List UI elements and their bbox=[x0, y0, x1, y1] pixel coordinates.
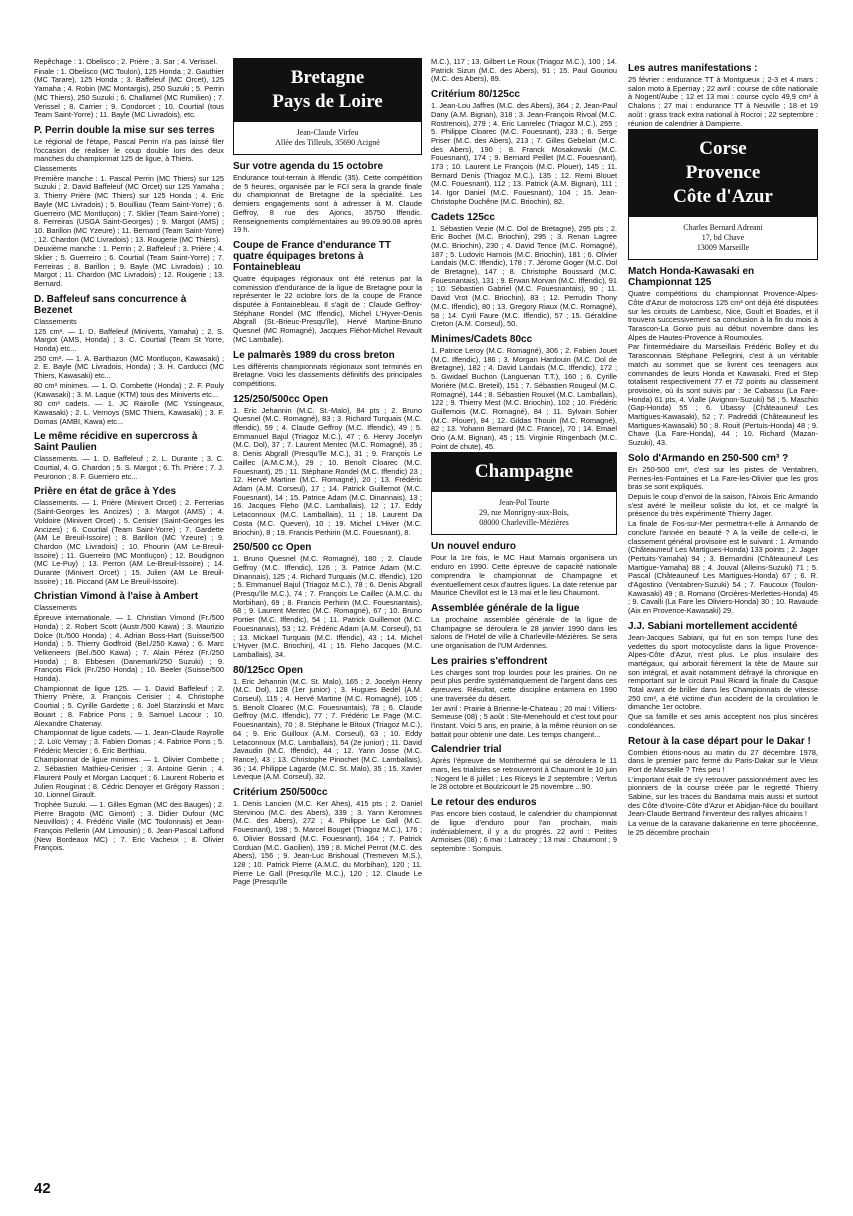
article-paragraph: En 250-500 cm³, c'est sur les pistes de Ventabren, Pernes-les-Fontaines et La Fare-les-Olivier que les gros bras se sont expliqués. bbox=[628, 464, 818, 492]
article-heading: Un nouvel enduro bbox=[431, 541, 516, 553]
article-heading: Retour à la case départ pour le Dakar ! bbox=[628, 735, 811, 747]
article-heading: 125/250/500cc Open bbox=[233, 393, 329, 405]
region-title-box bbox=[628, 129, 818, 217]
article-heading: D. Baffeleuf sans concurrence à Bezenet bbox=[34, 293, 187, 316]
article-paragraph: Par l'intermédiaire du Marseillais Frédéric Bolley et du Tarasconnais Stéphane Pellegrini, c'est à un véritable match au sommet que se livrent ces teenagers aux commandes de leurs Honda et Kawasaki. Fred et Step totalisent respectivement 77 et 72 points au classement provisoire, où ils sont suivis par : 3e Cabassu (La Fare-Honda) 61 pts, 4. Vialle (Avignon-Suzuki) 58 ; 5. Maschio (Gap-Honda) 55 ; 6. Ubassy (Châteauneuf Les Martigues-Kawasaki), 52 ; 7. Padreddi (Châteauneuf les Martigues-Kawasaki) 50 ; 8. Rouit (Pertuis-Honda) 48 ; 9. Chave (La Fare-Honda), 44 ; 10. Richard (Mazan-Suzuki), 43. bbox=[628, 342, 818, 448]
address-line: Allée des Tilleuls, 35690 Acigné bbox=[275, 138, 380, 147]
article-paragraph: 1. Eric Jehannin (M.C. St.-Malo), 84 pts ; 2. Bruno Quesnel (M.C. Romagné), 83 ; 3. Richard Turquais (M.C. Iffendic), 59 ; 4. Claude Geffroy (M.C. Iffendic), 49 ; 5. Emmanuel Bajul (Triagoz M.C.), 47 ; 6. Henry Jocelyn (M.C. Dol), 37 ; 7. Laurent Mentec (M.C. Romagné), 35 ; 8. Denis Abgrall (Presqu'île M.C.), 31 ; 9. François Le Caillec (A.M.C.M.), 29 ; 10. Benoît Cloarec (M.C. Fouesnant), 25 ; 11. Stéphane Rondel (M.C. Iffendic) 23 ; 12. Hervé Martine (M.C. Romagné), 20 ; 13. Frédéric Adam (A.M. Corseul), 17 ; 14. Patrick Guillemot (M.C. Fouesnant), 14 ; 15. Patrice Adam (M.C. Dinannais), 13 ; 16. Jacques Fleho (M.C. Lamballais), 12 ; 17. Eddy Letaconnoux (M.C. Lamballais), 11 ; 18. Laurent Da Costa (M.C. Queven), 10 ; 19. Michel L'Hiver (M.C. Briochin), 8 ; 19. Francis Perhirin (M.C. Fouesnant), 8. bbox=[233, 405, 422, 537]
article-heading: Sur votre agenda du 15 octobre bbox=[233, 161, 384, 172]
region-title-box bbox=[431, 452, 617, 492]
article-heading: Christian Vimond à l'aise à Ambert bbox=[34, 591, 199, 603]
article-paragraph: Depuis le coup d'envoi de la saison, l'Aixois Eric Armando s'est avéré le meilleur soliste du lot, et ce malgré la présence du très expérimenté Thierry Jager. bbox=[628, 491, 818, 519]
article-paragraph: L'important était de s'y retrouver passionnément avec les pionniers de la course créée par le regretté Thierry Sabine, sur les traces du Bandama mais aussi et surtout des Côte d'Ivoire-Côte d'Azur et Abidjan-Nice du bouillant Jean-Claude Bertrand l'inventeur des rallyes africains ! bbox=[628, 774, 818, 819]
article-heading: Assemblée générale de la ligue bbox=[431, 602, 580, 614]
article-paragraph: 1er avril : Prairie à Brienne-le-Chateau ; 20 mai : Villiers-Semeuse (08) ; 5 août : Ste-Menehould et c'est tout pour l'instant. Voici 5 ans, en prairie, à la même réunion on se battait pour obtenir une date. Les temps changent... bbox=[431, 703, 617, 739]
article-paragraph: 1. Sébastien Vezie (M.C. Dol de Bretagne), 295 pts ; 2. Eric Bochet (M.C. Briochin), 295 ; 3. Renan Lagree (M.C. Briochin), 230 ; 4. David Tence (M.C. Romagné), 187 ; 5. Ludovic Harnois (M.C. Briochin), 181 ; 6. Olivier Landais (M.C. Iffendic), 178 ; 7. Jérome Goger (M.C. Dol de Bretagne), 147 ; 8. Christophe Boussard (M.C. Fouesnantais), 131 ; 9. Erwan Morvan (M.C. Iffendic), 91 ; 10. Sébastien Gabriel (M.C. Fouesnantais), 90 ; 11. David Vrot (M.C. Briochin), 83 ; 12. Perrudin Thony (M.C. Iffendic), 80 ; 13. Gregory Riaux (M.C. Romagné), 58 ; 14. Cyril Faure (M.C. Iffendic), 57 ; 15. Géraldine Creton (A.M. Corseul), 50. bbox=[431, 223, 617, 329]
article-paragraph: 125 cm³. — 1. D. Baffeleuf (Miniverts, Yamaha) ; 2. S. Margot (AMS, Honda) ; 3. C. Courtial (Team St Yorre, Honda) etc... bbox=[34, 326, 224, 353]
address-line: Charles Bernard Adreani bbox=[683, 223, 763, 233]
article-heading: Le retour des enduros bbox=[431, 797, 537, 809]
article-heading: Les prairies s'effondrent bbox=[431, 655, 548, 667]
article-paragraph: Première manche : 1. Pascal Perrin (MC Thiers) sur 125 Suzuki ; 2. David Baffeleuf (MC Orcet) sur 125 Yamaha ; 3. Thierry Prière (MC Thiers) sur 125 Honda ; 4. Eric Bayle (MC Livradois) ; 5. Bouilliau (Team Saint-Yorre) ; 6. Guerreiro (MC Montluçon) ; 7. Sklier (Team Saint-Yorre) ; 8. Ferreiras (USGA Saint-Georges) ; 9. Margot (AMS) ; 10. Barillon (MC Yzeure) ; 11. Bernard (Team Saint-Yorre) ; 12. Chardon (MC Livradois) ; 13. Rougerie (MC Thiers). bbox=[34, 173, 224, 244]
column-1 bbox=[34, 58, 224, 854]
region-title-line: Bretagne bbox=[290, 67, 365, 88]
article-paragraph: Deuxième manche : 1. Perrin ; 2. Baffeleuf ; 3. Prière ; 4. Sklier ; 5. Guerreiro ; 6. Courtial (Team Saint-Yorre) ; 7. Ferreiras ; 8. Barillon ; 9. Bayle (MC Livradois) ; 10. Margot ; 11. Chardon (MC Livradois) ; 12. Rougerie ; 13. Bernard. bbox=[34, 244, 224, 289]
region-title-line: Côte d'Azur bbox=[673, 186, 773, 208]
article-paragraph: Classements bbox=[34, 164, 77, 174]
article-paragraph: 80 cm³ cadets. — 1. JC Rairolle (MC Yssingeaux, Kawasaki) ; 2. L. Vernoys (SMC Thiers, Kawasaki) ; 3. F. Domas (AMBI, Kawa) etc... bbox=[34, 399, 224, 426]
article-paragraph: Quatre équipages régionaux ont été retenus par la commission d'endurance de la ligue de Bretagne pour la représenter le 22 octobre lors de la coupe de France disputée à Fontainebleau. Il s'agit de : Claude Geffroy-Stéphane Rondel (MC Iffendic), Michel L'Hyver-Denis Abgrall (St.-Brieuc-Presqu'île), Hervé Martine-Bruno Quesnel (MC Romagné), Jacques Fléhot-Michel Revault (MC Lamballe). bbox=[233, 273, 422, 344]
article-heading: P. Perrin double la mise sur ses terres bbox=[34, 124, 215, 136]
article-heading: Les autres manifestations : bbox=[628, 63, 758, 74]
article-paragraph: Combien étions-nous au matin du 27 décembre 1978, dans le premier parc fermé du Paris-Dakar sur le Vieux Port de Marseille ? Très peu ! bbox=[628, 747, 818, 774]
address-line: 13009 Marseille bbox=[696, 243, 750, 253]
article-paragraph: 25 février : endurance TT à Montgueux ; 2-3 et 4 mars : salon moto à Epernay ; 22 avril : course de côte nationale à Nogent/Aube ; 12 et 13 mai : course cyclo 49,9 cm³ à Chalons ; 27 mai : endurance TT à Neuville ; 18 et 19 août : grass track extra national à Rocroi ; 22 septembre : réunion de calendrier à Dampierre. bbox=[628, 75, 818, 128]
article-paragraph: Épreuve internationale. — 1. Christian Vimond (Fr./500 Honda) ; 2. Robert Scott (Austr./500 Kawa) ; 3. Maurizio Dolce (It./500 Honda) ; 4. Adrian Boss-Hart (Suisse/500 Honda) ; 5. Thierry Godfroid (Bel./250 Kawa) ; 6. Marc Velkeneers (Bel./500 Kawa) ; 7. Alain Pérez (Fr./250 Honda) ; 8. Ebbesen (Danemark/250 Suzuki) ; 9. François Flick (Fr./250 Honda) ; 10. Beeler (Suisse/500 Honda). bbox=[34, 613, 224, 684]
article-paragraph: Quatre compétitions du championnat Provence-Alpes-Côte d'Azur de motocross 125 cm³ ont déjà été disputées sur les circuits de Lambesc, Nice, Goult et Boades, et il trouvera successivement sa conclusion à la fin du mois à Tarascon-La Gonio puis au début novembre dans les Alpes de Hautes-Provence à Roumoules. bbox=[628, 289, 818, 342]
article-heading: Le même récidive en supercross à Saint Paulien bbox=[34, 431, 198, 454]
correspondent-address bbox=[431, 492, 617, 535]
article-heading: Critérium 250/500cc bbox=[233, 787, 328, 799]
address-line: Jean-Pol Tourte bbox=[498, 498, 550, 508]
article-paragraph: Championnat de ligue minimes. — 1. Olivier Combette ; 2. Sébastien Mathieu-Cerisier ; 3. Antoine Genin ; 4. Flaurent Pouly et Morgan Lacquet ; 6. Laurent Roberto et Julien Rouginat ; 8. Cédric Denoyer et Grégory Rasson ; 10. Lionnel Girault. bbox=[34, 755, 224, 800]
article-paragraph: 80 cm³ minimes. — 1. O. Combette (Honda) ; 2. F. Pouly (Kawasaki) ; 3. M. Laque (KTM) tous des Miniverts etc... bbox=[34, 380, 224, 399]
article-paragraph: Classements. — 1. Prière (Minivert Orcet) ; 2. Ferrerias (Saint-Georges les Ancizes) ; 3. Margot (AMS) ; 4. Voldoire (Minivert Orcet) ; 5. Cerisier (Saint-Georges les Ancizes) ; 6. Courtial (Team Saint-Yorre) ; 7. Gardette (AM Le Breuil-Issoire) ; 8. Barillon (MC Yzeure) ; 9. Chardon (MC Livradois) ; 10. Phourin (AM Le-Breuil-Issoire) ; 11. Guerreiro (MC Montluçon) ; 12. Boudignon (MC Le-Puy) ; 13. Perron (AM Le-Breuil-Issoire) ; 14. Durante (Minivert Orcet) ; 15. Julien (AM Le Breuil-Issoire) ; 16. Piccand (AM Le Breuil-Issoire). bbox=[34, 498, 224, 586]
article-paragraph: Classements bbox=[34, 603, 77, 613]
region-title-line: Provence bbox=[685, 162, 761, 184]
article-paragraph: 1. Denis Lancien (M.C. Ker Ahes), 415 pts ; 2. Daniel Stervinou (M.C. des Abers), 339 ; 3. Yann Keromnes (M.C. des Abers), 272 ; 4. Philippe Le Gall (M.C. Fouesnant), 198 ; 5. Marcel Bouget (Triagoz M.C.), 176 ; 6. Olivier Bossard (M.C. Fouesnant), 164 ; 7. Patrick Corduan (M.C. Gacilien), 159 ; 8. Michel Perrot (M.C. des Abers), 156 ; 9. Jean-Luc Brishoual (Tremeven M.S.), 128 ; 10. Patrick Pierre (A.M.C. du Morbihan), 120 ; 11. Pierre Le Gall (Presqu'île M.C.), 120 ; 12. Claude Le Page (Presqu'île bbox=[233, 799, 422, 887]
correspondent-address bbox=[233, 122, 422, 155]
article-heading: Coupe de France d'endurance TT quatre équipages bretons à Fontainebleau bbox=[233, 239, 391, 273]
article-paragraph: 1. Patrice Leroy (M.C. Romagné), 306 ; 2. Fabien Jouet (M.C. Iffendic), 186 ; 3. Morgan Hardouin (M.C. Dol de Bretagne), 182 ; 4. David Landais (M.C. Iffendic), 172 ; 5. Gwidael Buchon (Languenan T.T.), 160 ; 6. Cyrille Morière (M.C. Breteil), 151 ; 7. Sébastien Rougeul (M.C. Romagné), 144 ; 8. Sébastien Rouxel (M.C. Lamballais), 122 ; 9. Thierry Mest (M.C. Briochin), 102 ; 10. Frédéric Guillemois (M.C. Romagné), 84 ; 11. Sylvain Sohier (M.C. Plouer), 84 ; 12. Gildas Thouin (M.C. Romagné), 82 ; 13. Yohann Bernard (M.C. France), 70 ; 14. Emael Orio (A.M. Bignan), 45 ; 15. Virginie Ringenbach (M.C. Point de chute), 45. bbox=[431, 345, 617, 451]
article-heading: Prière en état de grâce à Ydes bbox=[34, 486, 177, 498]
article-heading: Match Honda-Kawasaki en Championnat 125 bbox=[628, 266, 755, 289]
region-title-box bbox=[233, 58, 422, 122]
article-paragraph: Endurance tout-terrain à Iffendic (35). Cette compétition de 5 heures, organisée par le FCI sera la grande finale du championnat de Bretagne de la spécialité. Les derniers engagements sont à adresser à M. Claude Geffroy, 8 rue des Ajoncs, 35750 Iffendic. Renseignements complémentaires au 99.09.90.08 après 19 h. bbox=[233, 173, 422, 235]
region-title-line: Pays de Loire bbox=[272, 91, 383, 112]
article-paragraph: Les charges sont trop lourdes pour les prairies. On ne peut plus perdre systématiquement de l'argent dans ces épreuves. Résultat, cette discipline entamera en 1990 une traversée du désert. bbox=[431, 667, 617, 703]
article-paragraph: Repêchage : 1. Obelisco ; 2. Prière ; 3. Sar ; 4. Verissel. bbox=[34, 58, 218, 66]
article-paragraph: Championnat de ligue 125. — 1. David Baffeleuf ; 2. Thierry Prière, 3. François Cerisier ; 4. Christophe Courtial ; 5. Cyrille Gardette ; 6. Joël Starzinski et Marc Bouart ; 8. Fabrice Pons ; 9. Samuel Lacour ; 10. Alexandre Chatenay. bbox=[34, 683, 224, 728]
article-heading: Solo d'Armando en 250-500 cm³ ? bbox=[628, 452, 789, 464]
article-paragraph: Finale : 1. Obelisco (MC Toulon), 125 Honda ; 2. Gauthier (MC Tarare), 125 Honda ; 3. Baffeleuf (MC Orcet), 125 Yamaha ; 4. Robin (MC Montargis), 250 Suzuki ; 5. Perrin (MC Thiers), 250 Suzuki ; 6. Challamel (MC Rumilien) ; 7. Verissel ; 8. Carrier ; 9. Condorcet ; 10. Courtial (tous Team Saint-Yorre) ; 11. Bayle (MC Livradois), etc. bbox=[34, 66, 224, 120]
address-line: 29, rue Monrigny-aux-Bois, bbox=[479, 508, 569, 518]
article-paragraph: Les différents championnats régionaux sont terminés en Bretagne. Voici les classements définitifs des principales compétitions. bbox=[233, 361, 422, 388]
address-line: Jean-Claude Virfeu bbox=[296, 128, 359, 137]
article-paragraph: La prochaine assemblée générale de la ligue de Champagne se déroulera le 28 janvier 1990 dans les salons de l'Hotel de ville à Charleville-Mézières. Se sera une organisation de l'UM Ardennes. bbox=[431, 614, 617, 651]
article-heading: Calendrier trial bbox=[431, 744, 502, 756]
article-paragraph: Pas encore bien costaud, le calendrier du championnat de ligue d'enduro pour l'an prochain, mais indéniablement, il y a du progrès. 22 avril : Petites Armoises (08) ; 6 mai : Latracey ; 13 mai : Chaumont ; 9 septembre : Sompuis. bbox=[431, 809, 617, 853]
article-paragraph: Le régional de l'étape, Pascal Perrin n'a pas laissé filer l'occasion de réaliser le coup double lors des deux manches du championnat 125 de ligue, à Thiers. bbox=[34, 136, 224, 164]
article-heading: Critérium 80/125cc bbox=[431, 89, 520, 101]
region-title-line: Corse bbox=[699, 138, 747, 160]
address-line: 08000 Charleville-Mézières bbox=[479, 518, 569, 528]
article-paragraph: 1. Jean-Lou Jaffres (M.C. des Abers), 364 ; 2. Jean-Paul Dany (A.M. Bignan), 318 ; 3. Jean-François Rivoal (M.C. Rostrenois), 279 ; 4. Eric Lanrelec (Triagoz M.C.), 255 ; 5. Philippe Cloarec (M.C. Fouesnant), 233 ; 6. Serge Priser (M.C. des Abers), 213 ; 7. Gilles Gebelart (M.C. des Abers), 190 ; 8. Franck Mosakowski (M.C. Fouesnant), 174 ; 9. Bernard Peillet (M.C. Fouesnant), 173 ; 10. Laurent Le François (M.C. Plouer), 145 ; 11. Bernard Denis (Triagoz M.C.), 135 ; 12. Remi Blouet (M.C. Fouesnant), 112 ; 13. Patrick (A.M. Bignan), 111 ; 14. Igor Daniel (M.C. Fouesnant), 104 ; 15. Jean-Christophe Duchêne (M.C. Briochin), 82. bbox=[431, 101, 617, 206]
article-paragraph: La finale de Fos-sur-Mer permettra-t-elle à Armando de conclure l'année en beauté ? A la veille de celle-ci, le classement général provisoire est le suivant : 1. Armando (Châteauneuf Les Martigues-Honda) 133 points ; 2. Jager (Pertuits-Yamaha) 94 ; 3. Bernardini (Châteauneuf Les Martigue-Yamaha) 88 ; 4. Jouval (Alleins-Suzuki) 71 ; 5. Pascal (Châteauneuf Les Martigues-Honda) 67 ; 6. R. d'Agostino (Ventabren-Suzuki) 54 ; 7. Faucoux (Toulon-Kawasaki) 49 ; 8. Romano (Orcières-Merlettes-Honda) 45 ; 9. Cavalli (La Fare les Oliviers-Honda) 30 ; 10. Ravaude (Aix en Provence-Kawasaki) 29. bbox=[628, 519, 818, 616]
correspondent-address bbox=[628, 217, 818, 260]
article-heading: 250/500 cc Open bbox=[233, 542, 312, 554]
article-paragraph: Jean-Jacques Sabiani, qui fut en son temps l'une des vedettes du sport motocycliste dans la ligue Provence-Alpes-Côte d'Azur, n'est plus. Le plus insulaire des martégaux, qui arborait fièrement la tête de Maure sur son intégral, et avait notamment défrayé la chronique en remportant sur le circuit Paul Ricard la finale du Casque Total avant de briller dans les Championnats de vitesse 250 cm³, a été victime d'un accident de la circulation le dimanche 1er octobre. bbox=[628, 632, 818, 712]
article-paragraph: Trophée Suzuki. — 1. Gilles Egman (MC des Bauges) ; 2. Pierre Bragoto (MC Gimont) ; 3. Didier Dufour (MC Neuvillois) ; 4. Frédéric Vialle (MC Toulonnais) et Jean-François Pellerin (AM Limousin) ; 6. Jean-Pascal Laffond (New Bordeaux MC) ; 7. Eric Vacheux ; 8. Olivier François. bbox=[34, 799, 224, 853]
article-heading: 80/125cc Open bbox=[233, 664, 304, 676]
article-paragraph: 250 cm³. — 1. A. Barthazon (MC Montluçon, Kawasaki) ; 2. E. Bayle (MC Livradois, Honda) ; 3. H. Carducci (MC Thiers, Kawasaki) etc... bbox=[34, 353, 224, 381]
page-number: 42 bbox=[34, 1180, 51, 1197]
article-paragraph: Que sa famille et ses amis acceptent nos plus sincères condoléances. bbox=[628, 712, 818, 730]
region-title-line: Champagne bbox=[474, 461, 574, 483]
article-paragraph: 1. Bruno Quesnel (M.C. Romagné), 180 ; 2. Claude Geffroy (M.C. Iffendic), 126 ; 3. Patrice Adam (M.C. Dinannais), 125 ; 4. Richard Turquais (M.C. Iffendic), 120 ; 5. Emmanuel Bajul (Triagoz M.C.), 78 ; 6. Denis Abgrall (Presqu'île M.C.), 74 ; 7. François Le Caillec (A.M.C. du Morbihan), 69 ; 8. Francis Perhirin (M.C. Fouesnantais), 68 ; 9. Laurent Mentec (M.C. Romagné), 67 ; 10. Bruno Portier (M.C. Iffendic), 54 ; 11. Patrick Guillemot (M.C. Fouesnanais), 53 ; 12. Frédéric Adam (A.M. Corseul), 51 ; 13. Mickael Turquais (M.C. Iffendic), 43 ; 14. Michel L'Hyver (M.C. Briochin), 41 ; 15. Fleho Jacques (M.C. Lamballais), 34. bbox=[233, 554, 422, 659]
article-paragraph: Classements bbox=[34, 316, 77, 326]
column-4 bbox=[628, 58, 818, 839]
article-heading: Minimes/Cadets 80cc bbox=[431, 333, 533, 345]
column-2 bbox=[233, 58, 422, 888]
article-paragraph: Pour la 1re fois, le MC Haut Marnais organisera un enduro en 1990. Cette épreuve de capacité nationale comprendra le championnat de Champagne et éventuellement ceux d'autres ligues. La date retenue par Maurice Chevillot est le 13 mai et le lieu Chaumont. bbox=[431, 553, 617, 598]
article-paragraph: Après l'épreuve de Monthermé qui se déroulera le 11 mars, les trialistes se retrouveront à Chaumont le 10 juin ; Nogent le 8 juillet ; Les Riceys le 2 septembre ; Vertus le 28 octobre et Boulzicourt le 25 novembre ...90. bbox=[431, 756, 617, 792]
column-3 bbox=[431, 58, 617, 855]
article-paragraph: M.C.), 117 ; 13. Gilbert Le Roux (Triagoz M.C.), 100 ; 14. Patrick Sizun (M.C. des Abers), 91 ; 15. Paul Gouriou (M.C. des Abers), 89. bbox=[431, 58, 617, 84]
article-heading: J.J. Sabiani mortellement accidenté bbox=[628, 620, 798, 632]
article-heading: Le palmarès 1989 du cross breton bbox=[233, 349, 395, 361]
article-paragraph: La venue de la caravane dakarienne en terre phocéenne, le 25 décembre prochain bbox=[628, 819, 818, 837]
article-heading: Cadets 125cc bbox=[431, 211, 495, 223]
article-paragraph: Championnat de ligue cadets. — 1. Jean-Claude Rayrolle ; 2. Loïc Vernay ; 3. Fabien Domas ; 4. Fabrice Pons ; 5. Frédéric Mercier ; 6. Eric Berthiau. bbox=[34, 728, 224, 755]
article-paragraph: Classements. — 1. D. Baffeleuf ; 2. L. Durante ; 3. C. Courtial, 4. G. Chardon ; 5. S. Margot ; 6. Th. Prière ; 7. J. Peuronon ; 8. F. Guerriero etc... bbox=[34, 454, 224, 481]
article-paragraph: 1. Eric Jehannin (M.C. St. Malo), 165 ; 2. Jocelyn Henry (M.C. Dol), 128 (1er junior) ; 3. Hugues Bedel (A.M. Corseul), 115 ; 4. Hervé Martine (M.C. Romagné), 105 ; 5. Benoît Cloarec (M.C. Fouesnantais), 78 ; 6. Claude Geffroy (M.C. Iffendic), 77 ; 7. Frédéric Le Page (M.C. Fouesnantais), 70 ; 8. Stéphane le Bitoux (Triagoz M.C.), 64 ; 9. Eric Guilloux (A.M. Corseul), 63 ; 10. Eddy Letaconnoux (M.C. Lamballais), 54 (2e junior) ; 11. David Javaudin (M.C. Iffendic), 44 ; 12. Yann Josse (M.C. Rance), 43 ; 13. Christophe Pinochet (M.C. Lamballais), 36 ; 14. Philippe Lagarde (M.C. St. Malo), 35 ; 15. Xavier Leveque (A.M. Corseul), 32. bbox=[233, 676, 422, 782]
address-line: 17, bd Chave bbox=[701, 233, 745, 243]
